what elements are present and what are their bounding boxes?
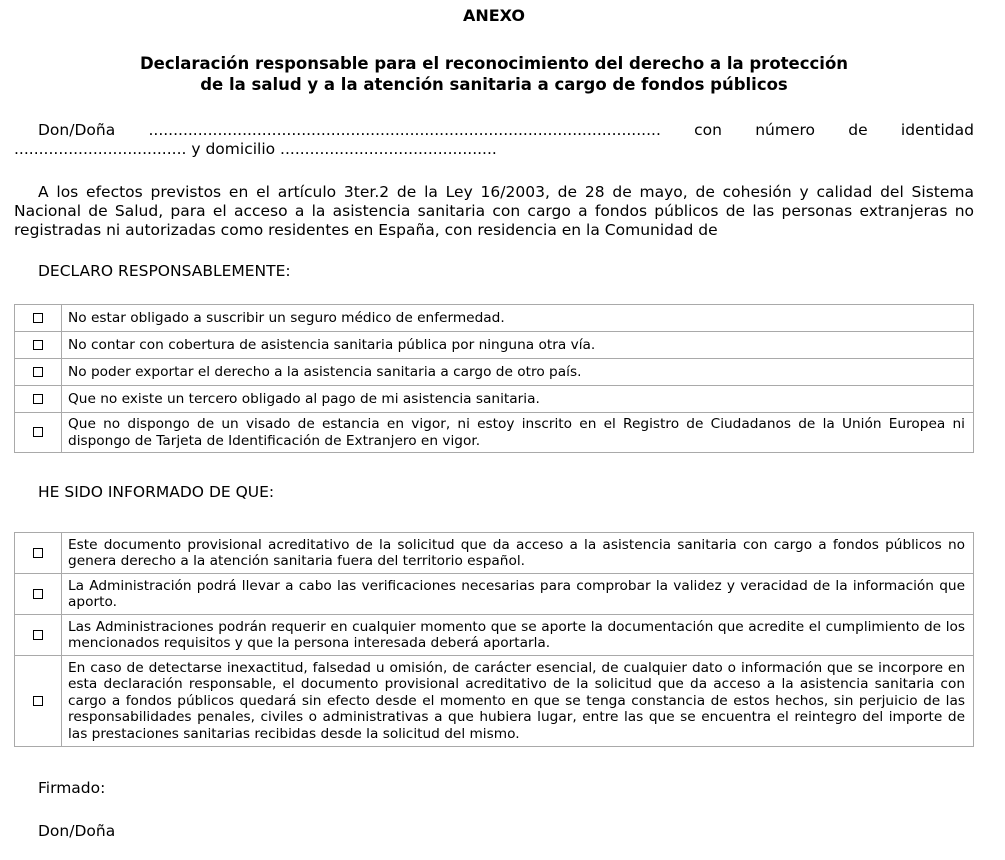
checkbox[interactable] <box>33 548 43 558</box>
checklist-row <box>15 332 974 359</box>
title-line-1: Declaración responsable para el reconocimiento del derecho a la protección <box>139 54 849 73</box>
purpose-paragraph: A los efectos previstos en el artículo 3ter.2 de la Ley 16/2003, de 28 de mayo, de cohesión y calidad del Sistema Nacional de Salud, para el acceso a la asistencia sanitaria con cargo a fondos públicos de las personas extranjeras no registradas ni autorizadas como residentes en España, con residencia en la Comunidad de <box>14 183 974 239</box>
checklist-row <box>15 305 974 332</box>
checklist-row <box>15 656 974 747</box>
checklist-item-text: La Administración podrá llevar a cabo las verificaciones necesarias para comprobar la validez y veracidad de la información que aporto. <box>62 574 974 615</box>
checkbox[interactable] <box>33 394 43 404</box>
checklist-item-text: No poder exportar el derecho a la asistencia sanitaria a cargo de otro país. <box>62 359 974 386</box>
checklist-row <box>15 359 974 386</box>
annex-label: ANEXO <box>462 6 526 25</box>
informado-checklist <box>14 532 974 747</box>
checkbox[interactable] <box>33 367 43 377</box>
checkbox-cell[interactable] <box>15 332 62 359</box>
checklist-row <box>15 615 974 656</box>
checklist-item-text: Que no existe un tercero obligado al pago de mi asistencia sanitaria. <box>62 386 974 413</box>
checklist-item-text: En caso de detectarse inexactitud, falsedad u omisión, de carácter esencial, de cualquier dato o información que se incorpore en esta declaración responsable, el documento provisional acreditativo de la solicitud que da acceso a la asistencia sanitaria con cargo a fondos públicos quedará sin efecto desde el momento en que se tenga constancia de estos hechos, sin perjuicio de las responsabilidades penales, civiles o administrativas a que hubiera lugar, entre las que se encuentra el reintegro del importe de las prestaciones sanitarias recibidas desde la solicitud del mismo. <box>62 656 974 747</box>
checklist-row <box>15 574 974 615</box>
checkbox-cell[interactable] <box>15 615 62 656</box>
checkbox-cell[interactable] <box>15 386 62 413</box>
title-line-2: de la salud y a la atención sanitaria a cargo de fondos públicos <box>200 75 788 94</box>
checkbox[interactable] <box>33 696 43 706</box>
checklist-row <box>15 386 974 413</box>
don-dona-label: Don/Doña <box>38 822 116 840</box>
informado-heading: HE SIDO INFORMADO DE QUE: <box>38 483 275 501</box>
checklist-item-text: Este documento provisional acreditativo de la solicitud que da acceso a la asistencia sanitaria con cargo a fondos públicos no genera derecho a la atención sanitaria fuera del territorio español. <box>62 533 974 574</box>
checkbox[interactable] <box>33 427 43 437</box>
annex-document <box>14 0 974 841</box>
checkbox-cell[interactable] <box>15 359 62 386</box>
checkbox[interactable] <box>33 589 43 599</box>
checkbox[interactable] <box>33 313 43 323</box>
checkbox[interactable] <box>33 340 43 350</box>
declaro-heading: DECLARO RESPONSABLEMENTE: <box>38 262 291 280</box>
checkbox-cell[interactable] <box>15 574 62 615</box>
checkbox-cell[interactable] <box>15 305 62 332</box>
intro-paragraph: Don/Doña ........................................................................................................ con número de identidad ................................... y domicilio ............................................ <box>14 121 974 158</box>
declaro-checklist <box>14 304 974 453</box>
checklist-item-text: No estar obligado a suscribir un seguro médico de enfermedad. <box>62 305 974 332</box>
checkbox-cell[interactable] <box>15 656 62 747</box>
document-title <box>14 53 974 95</box>
checklist-row <box>15 413 974 453</box>
checklist-item-text: No contar con cobertura de asistencia sanitaria pública por ninguna otra vía. <box>62 332 974 359</box>
checklist-row <box>15 533 974 574</box>
firmado-label: Firmado: <box>38 779 106 797</box>
checkbox-cell[interactable] <box>15 533 62 574</box>
checkbox[interactable] <box>33 630 43 640</box>
checklist-item-text: Que no dispongo de un visado de estancia en vigor, ni estoy inscrito en el Registro de Ciudadanos de la Unión Europea ni dispongo de Tarjeta de Identificación de Extranjero en vigor. <box>62 413 974 453</box>
checkbox-cell[interactable] <box>15 413 62 453</box>
checklist-item-text: Las Administraciones podrán requerir en cualquier momento que se aporte la documentación que acredite el cumplimiento de los mencionados requisitos y que la persona interesada deberá aportarla. <box>62 615 974 656</box>
